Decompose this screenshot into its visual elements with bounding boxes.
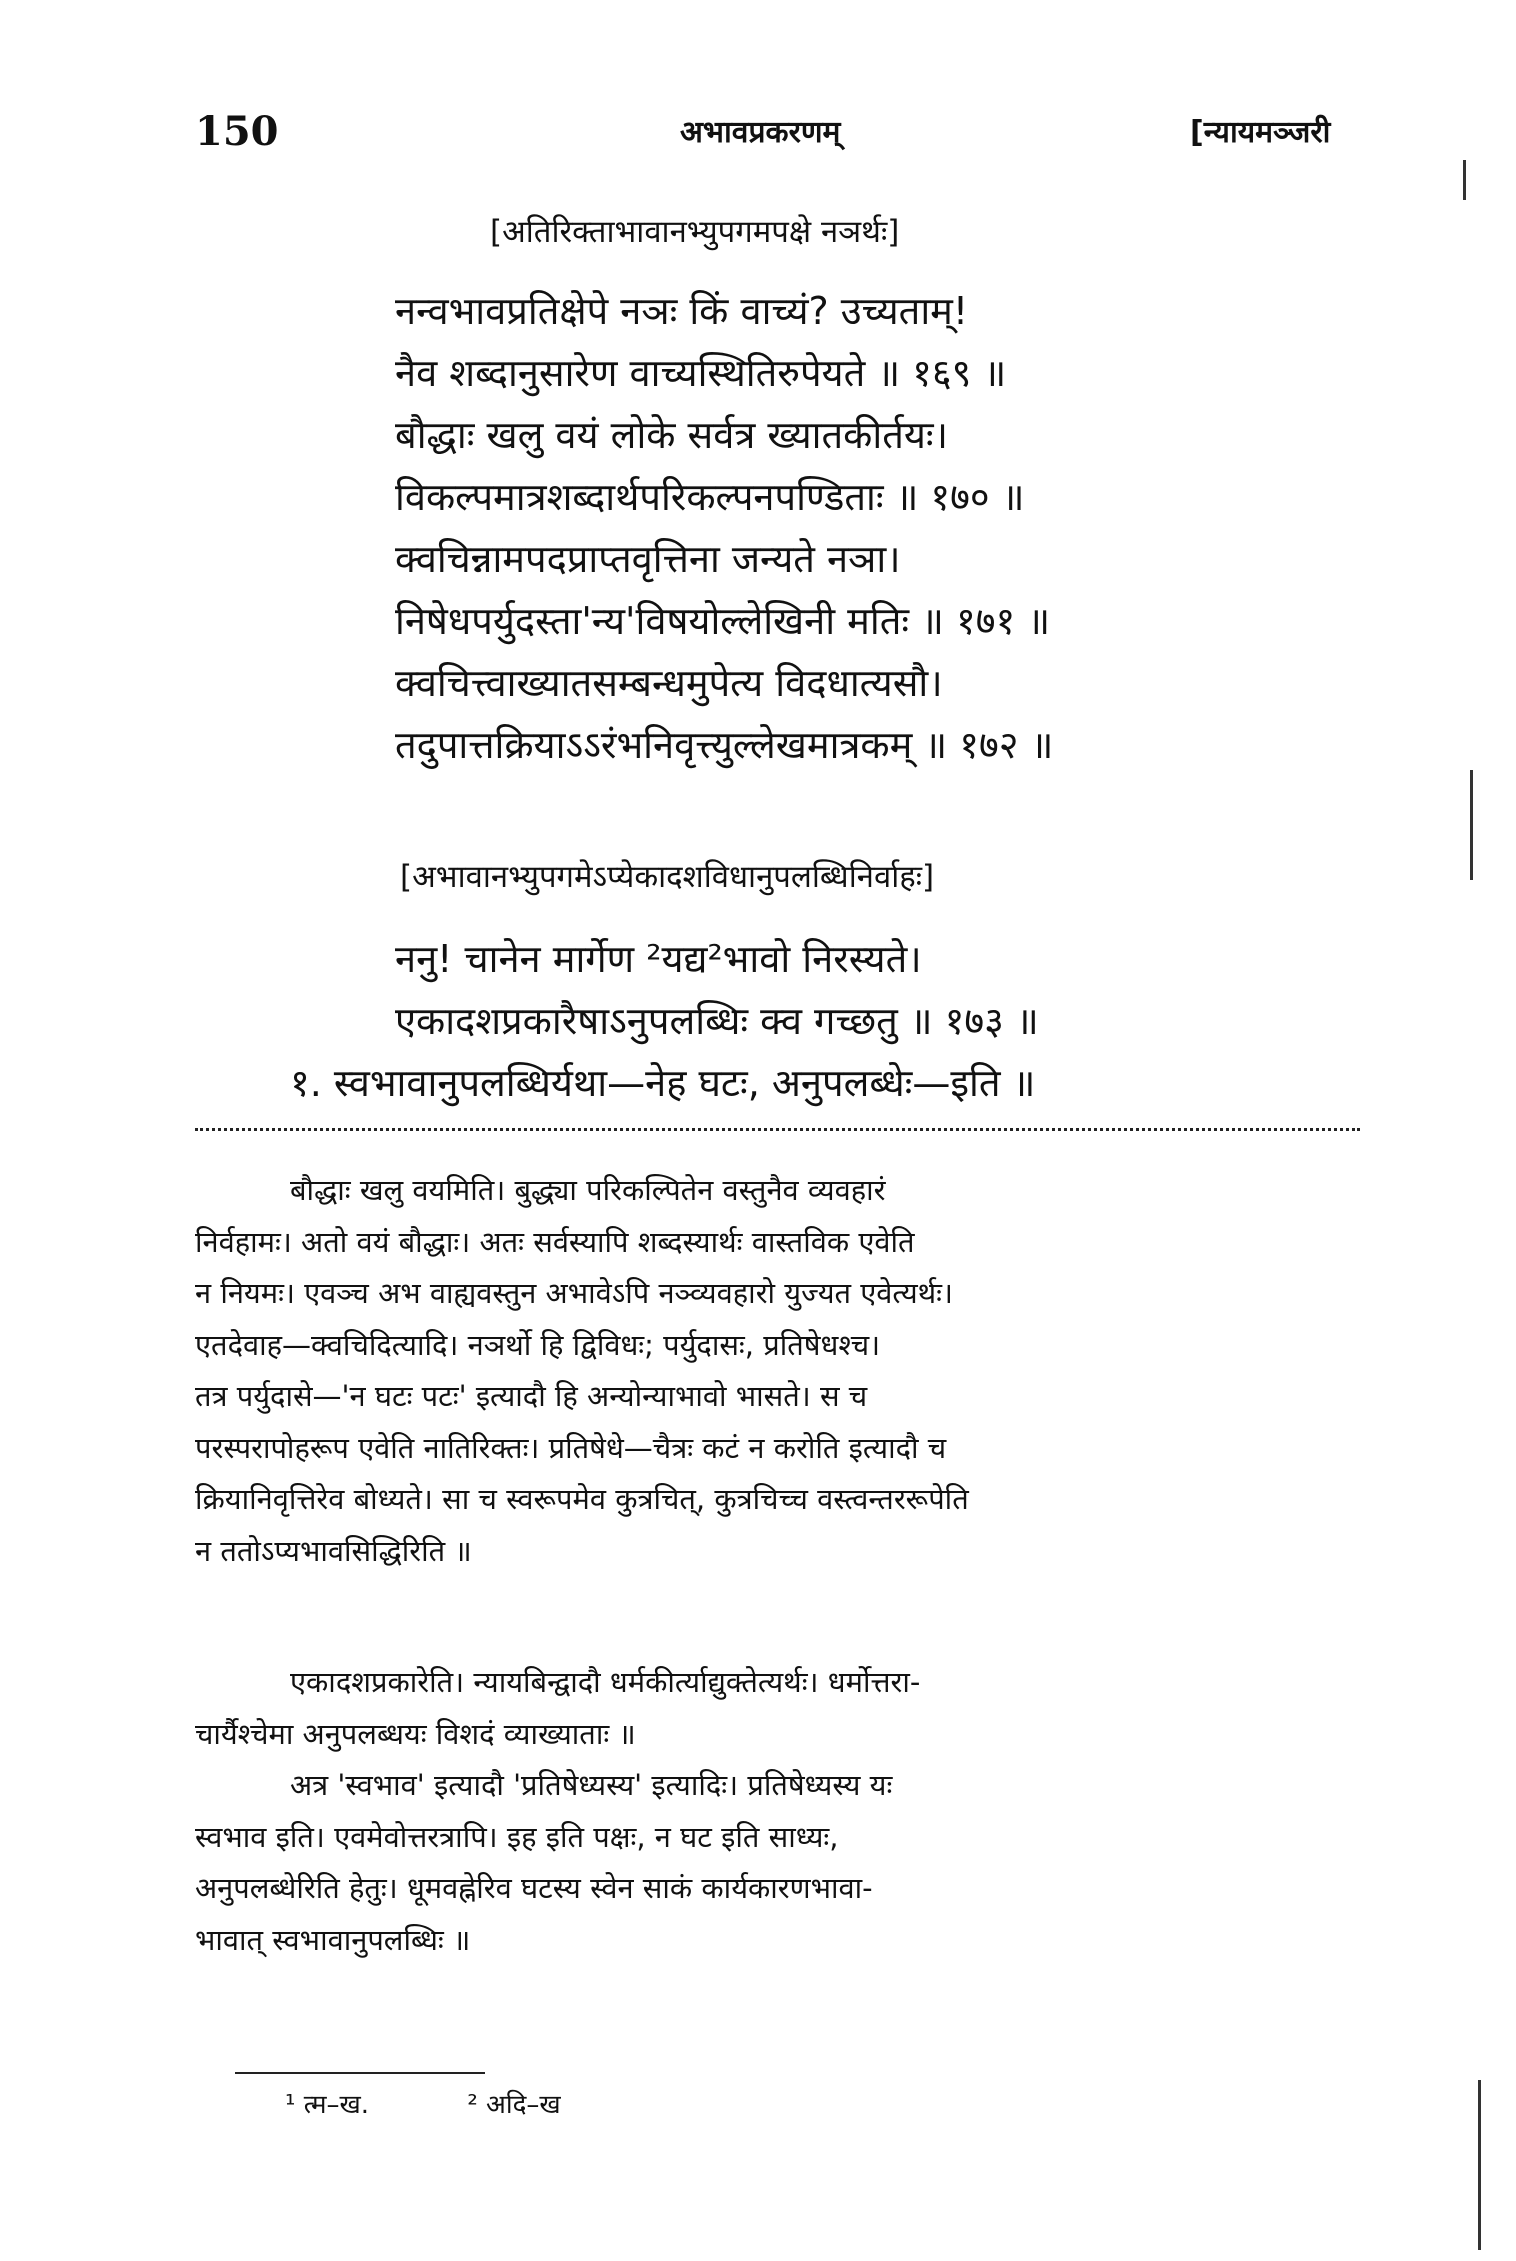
verse-line: क्वचिन्नामपदप्राप्तवृत्तिना जन्यते नञा। — [395, 537, 901, 581]
footnotes — [285, 2085, 651, 2121]
verse-line: तदुपात्तक्रियाऽऽरंभनिवृत्त्युल्लेखमात्रकम् ॥ १७२ ॥ — [395, 723, 1054, 767]
verse-line: एकादशप्रकारैषाऽनुपलब्धिः क्व गच्छतु ॥ १७३ ॥ — [395, 999, 1039, 1043]
commentary-line: निर्वहामः। अतो वयं बौद्धाः। अतः सर्वस्यापि शब्दस्यार्थः वास्तविक एवेति — [195, 1224, 915, 1259]
commentary-line: एकादशप्रकारेति। न्यायबिन्द्वादौ धर्मकीर्त्याद्युक्तेत्यर्थः। धर्मोत्तरा- — [290, 1665, 921, 1699]
commentary-line: न ततोऽप्यभावसिद्धिरिति ॥ — [195, 1533, 472, 1568]
scan-edge-mark — [1470, 770, 1473, 880]
running-book-title: [न्यायमञ्जरी — [1190, 115, 1331, 150]
verse-line: क्वचित्त्वाख्यातसम्बन्धमुपेत्य विदधात्यसौ। — [395, 661, 943, 705]
verse-line: निषेधपर्युदस्ता'न्य'विषयोल्लेखिनी मतिः ॥ १७१ ॥ — [395, 599, 1051, 643]
divider — [195, 1128, 1360, 1131]
commentary-line: अनुपलब्धेरिति हेतुः। धूमवह्नेरिव घटस्य स्वेन साकं कार्यकारणभावा- — [195, 1871, 873, 1905]
verse-block — [290, 928, 1435, 1114]
verse-block — [395, 280, 1435, 776]
verse-line: नन्वभावप्रतिक्षेपे नञः किं वाच्यं? उच्यताम्! — [395, 289, 969, 333]
commentary-paragraph — [195, 1165, 1365, 1577]
footnote: ² अदि–ख — [467, 2090, 561, 2120]
section-heading: [अभावानभ्युपगमेऽप्येकादशविधानुपलब्धिनिर्वाहः] — [400, 859, 935, 895]
running-title: अभावप्रकरणम् — [680, 115, 841, 150]
commentary-line: तत्र पर्युदासे—'न घटः पटः' इत्यादौ हि अन्योन्याभावो भासते। स च — [195, 1379, 868, 1413]
verse-line: ननु! चानेन मार्गेण ²यद्य²भावो निरस्यते। — [395, 937, 922, 981]
verse-line: बौद्धाः खलु वयं लोके सर्वत्र ख्यातकीर्तयः। — [395, 413, 948, 457]
verse-line: नैव शब्दानुसारेण वाच्यस्थितिरुपेयते ॥ १६९ ॥ — [395, 351, 1007, 395]
section-heading: [अतिरिक्ताभावानभ्युपगमपक्षे नञर्थः] — [490, 214, 900, 250]
commentary-paragraph — [195, 1760, 1365, 1966]
commentary-paragraph — [195, 1657, 1365, 1760]
page-number: 150 — [195, 108, 279, 155]
commentary-line: परस्परापोहरूप एवेति नातिरिक्तः। प्रतिषेधे—चैत्रः कटं न करोति इत्यादौ च — [195, 1430, 947, 1465]
footnote: ¹ त्म–ख. — [285, 2090, 370, 2120]
commentary-line: चार्यैश्चेमा अनुपलब्धयः विशदं व्याख्याताः ॥ — [195, 1716, 636, 1751]
commentary-line: एतदेवाह—क्वचिदित्यादि। नञर्थो हि द्विविधः; पर्युदासः, प्रतिषेधश्च। — [195, 1327, 881, 1362]
verse-line: विकल्पमात्रशब्दार्थपरिकल्पनपण्डिताः ॥ १७० ॥ — [395, 475, 1025, 519]
commentary-line: अत्र 'स्वभाव' इत्यादौ 'प्रतिषेध्यस्य' इत्यादिः। प्रतिषेध्यस्य यः — [290, 1768, 893, 1802]
footnote-divider — [235, 2072, 485, 2074]
commentary-line: भावात् स्वभावानुपलब्धिः ॥ — [195, 1922, 471, 1957]
commentary-line: न नियमः। एवञ्च अभ वाह्यवस्तुन अभावेऽपि नञ्व्यवहारो युज्यत एवेत्यर्थः। — [195, 1276, 954, 1310]
verse-line: १. स्वभावानुपलब्धिर्यथा—नेह घटः, अनुपलब्धेः—इति ॥ — [290, 1061, 1036, 1105]
commentary-line: स्वभाव इति। एवमेवोत्तरत्रापि। इह इति पक्षः, न घट इति साध्यः, — [195, 1819, 839, 1854]
commentary-line: क्रियानिवृत्तिरेव बोध्यते। सा च स्वरूपमेव कुत्रचित्, कुत्रचिच्च वस्त्वन्तररूपेति — [195, 1482, 969, 1516]
scan-edge-mark — [1478, 2080, 1481, 2250]
commentary-line: बौद्धाः खलु वयमिति। बुद्ध्या परिकल्पितेन वस्तुनैव व्यवहारं — [290, 1173, 886, 1207]
scan-edge-mark — [1463, 160, 1466, 200]
